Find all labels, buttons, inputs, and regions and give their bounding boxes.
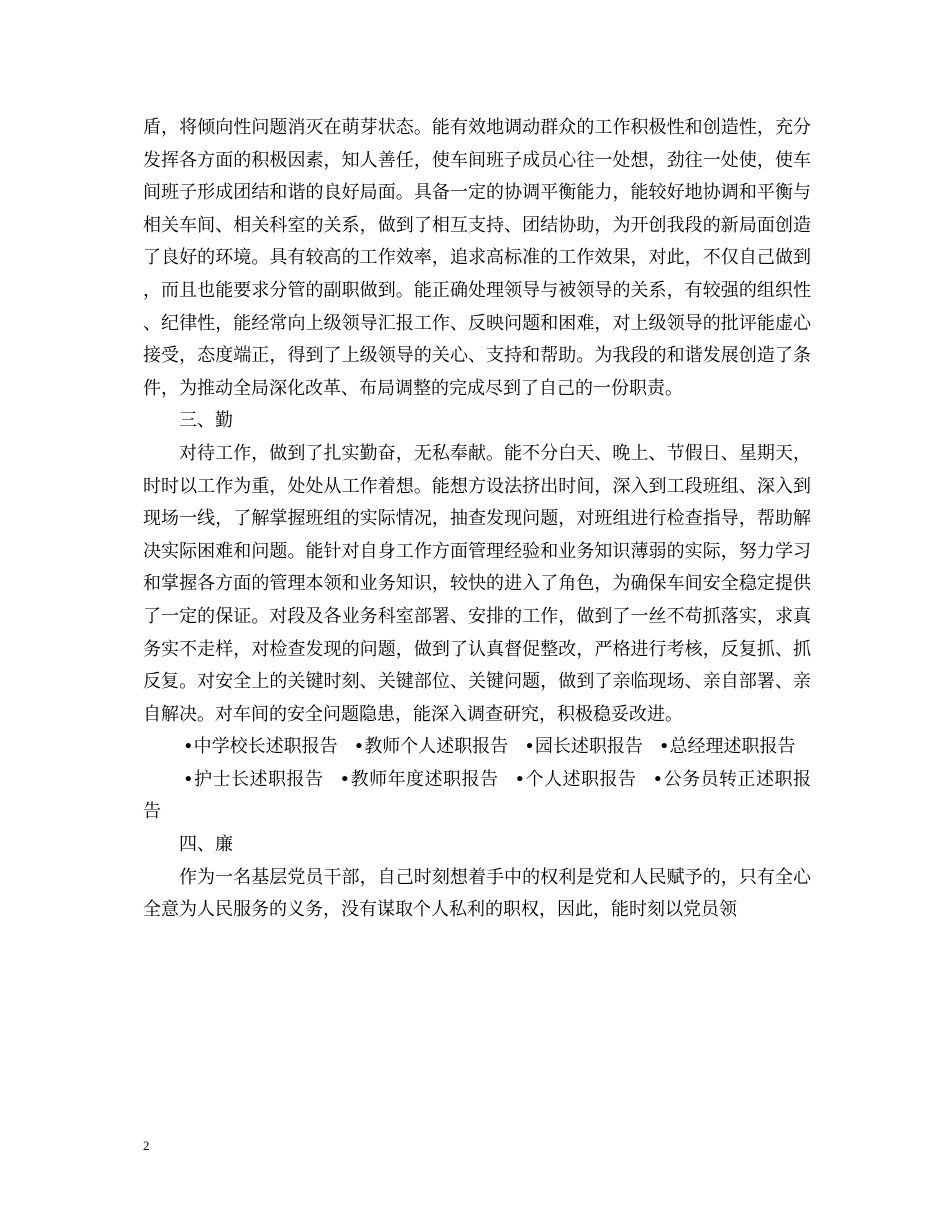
link-teacher-personal-report[interactable]: •教师个人述职报告 <box>353 736 509 758</box>
link-personal-report[interactable]: •个人述职报告 <box>514 768 637 790</box>
link-head-nurse-report[interactable]: •护士长述职报告 <box>183 768 324 790</box>
section-heading-qin: 三、勤 <box>179 410 233 432</box>
related-links-row-1 <box>143 731 811 764</box>
related-links-row-2 <box>143 764 811 829</box>
link-kindergarten-director-report[interactable]: •园长述职报告 <box>524 736 643 758</box>
paragraph-qin: 对待工作，做到了扎实勤奋，无私奉献。能不分白天、晚上、节假日、星期天，时时以工作为重，处处从工作着想。能想方设法挤出时间，深入到工段班组、深入到现场一线，了解掌握班组的实际情况，抽查发现问题，对班组进行检查指导，帮助解决实际困难和问题。能针对自身工作方面管理经验和业务知识薄弱的实际，努力学习和掌握各方面的管理本领和业务知识，较快的进入了角色，为确保车间安全稳定提供了一定的保证。对段及各业务科室部署、安排的工作，做到了一丝不苟抓落实，求真务实不走样，对检查发现的问题，做到了认真督促整改，严格进行考核，反复抓、抓反复。对安全上的关键时刻、关键部位、关键问题，做到了亲临现场、亲自部署、亲自解决。对车间的安全问题隐患，能深入调查研究，积极稳妥改进。 <box>143 442 811 725</box>
link-teacher-annual-report[interactable]: •教师年度述职报告 <box>339 768 499 790</box>
link-civil-servant-report[interactable]: •公务员转正述职报告 <box>143 768 811 823</box>
link-general-manager-report[interactable]: •总经理述职报告 <box>658 736 796 758</box>
paragraph-lian: 作为一名基层党员干部，自己时刻想着手中的权利是党和人民赋予的，只有全心全意为人民服务的义务，没有谋取个人私利的职权，因此，能时刻以党员领 <box>143 866 811 921</box>
section-heading-lian: 四、廉 <box>179 834 233 856</box>
link-principal-report[interactable]: •中学校长述职报告 <box>183 736 338 758</box>
paragraph-continued: 盾，将倾向性问题消灭在萌芽状态。能有效地调动群众的工作积极性和创造性，充分发挥各方面的积极因素，知人善任，使车间班子成员心往一处想，劲往一处使，使车间班子形成团结和谐的良好局面。具备一定的协调平衡能力，能较好地协调和平衡与相关车间、相关科室的关系，做到了相互支持、团结协助，为开创我段的新局面创造了良好的环境。具有较高的工作效率，追求高标准的工作效果，对此，不仅自己做到，而且也能要求分管的副职做到。能正确处理领导与被领导的关系，有较强的组织性、纪律性，能经常向上级领导汇报工作、反映问题和困难，对上级领导的批评能虚心接受，态度端正，得到了上级领导的关心、支持和帮助。为我段的和谐发展创造了条件，为推动全局深化改革、布局调整的完成尽到了自己的一份职责。 <box>143 117 811 399</box>
document-body <box>143 112 811 927</box>
page-number: 2 <box>143 1138 150 1153</box>
